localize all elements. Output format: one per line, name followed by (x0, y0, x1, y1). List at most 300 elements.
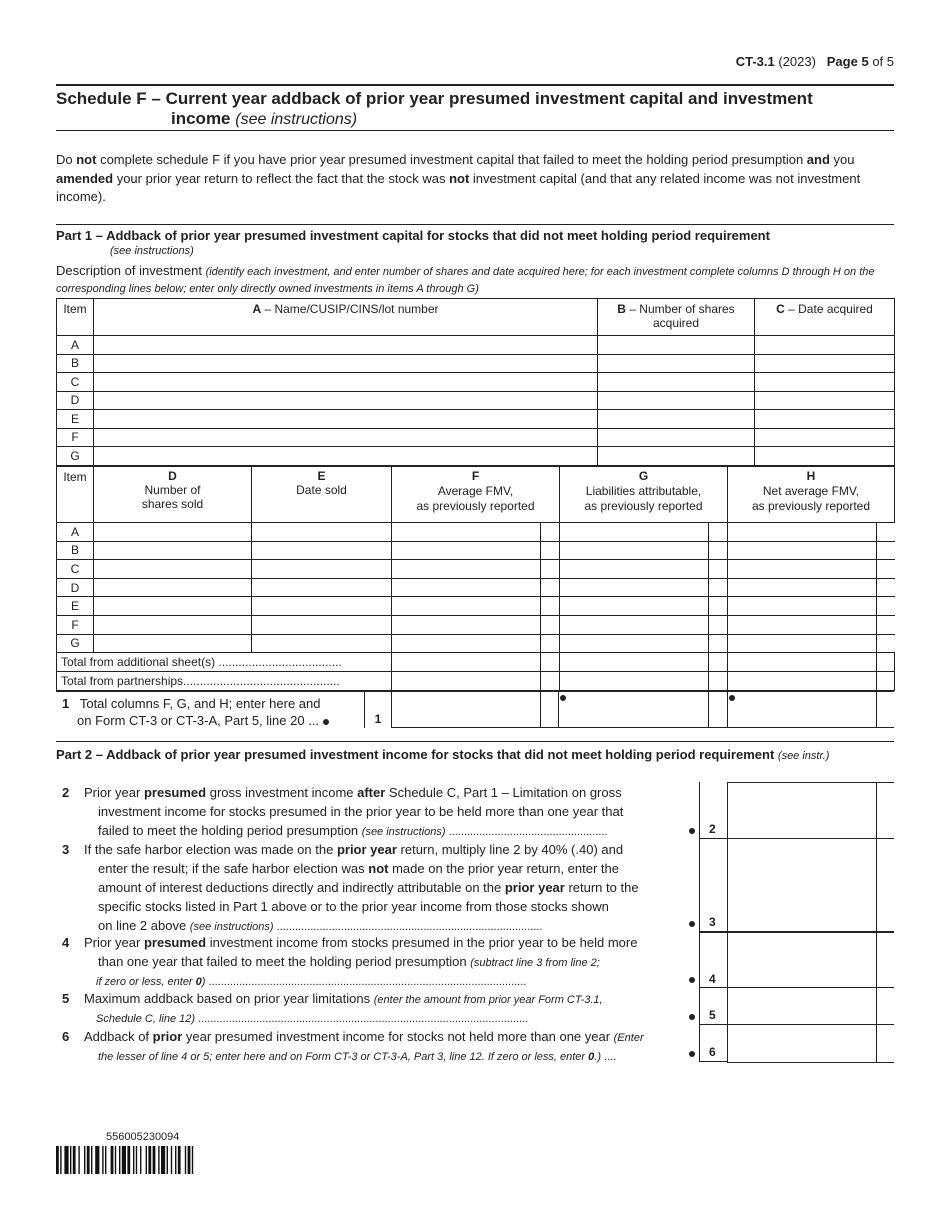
line6-text-part: Addback of (84, 1029, 153, 1044)
date-sold-input[interactable] (252, 560, 392, 579)
leader-dots: ........................................................................................................ (205, 976, 527, 988)
f-total-additional-input[interactable] (392, 653, 541, 672)
part1-note: (see instructions) (110, 245, 194, 257)
date-acquired-input[interactable] (755, 336, 895, 355)
line6-note: the lesser of line 4 or 5; enter here and on Form CT-3 or CT-3-A, Part 3, line 12. If zero or less, enter (98, 1051, 589, 1063)
cents-cell (709, 615, 728, 634)
shares-acquired-input[interactable] (598, 410, 755, 429)
shares-acquired-input[interactable] (598, 447, 755, 466)
line6-note: (Enter (613, 1032, 644, 1044)
line3-bold: not (368, 861, 389, 876)
line1-number: 1 (62, 696, 70, 711)
cents-cell (709, 653, 728, 672)
net-average-fmv-input[interactable] (728, 597, 877, 616)
col-c-header-text: C – Date acquired (776, 302, 873, 316)
col-d-header (94, 467, 252, 523)
holding-period-row (57, 541, 895, 560)
line5-text (56, 989, 696, 1029)
barcode-bar (111, 1146, 114, 1174)
barcode-bar (185, 1146, 186, 1174)
intro-bold: amended (56, 170, 114, 186)
date-sold-input[interactable] (252, 523, 392, 542)
line4-note: (subtract line 3 from line 2; (470, 957, 600, 969)
col-b-header (598, 299, 755, 336)
item-label: B (57, 541, 94, 560)
line3-text-line5: on line 2 above (98, 918, 190, 933)
line4-bold: presumed (143, 935, 207, 950)
line3-text-part: return, multiply line 2 by 40% (.40) and (396, 842, 624, 857)
cents-cell (709, 541, 728, 560)
line5-box-label: 5 (709, 1008, 716, 1022)
item-label: C (57, 373, 94, 392)
part2-title-text: Part 2 – Addback of prior year presumed investment income for stocks that did not meet holding period requirement (56, 747, 775, 762)
bullet-icon (689, 977, 695, 983)
line1-box-label: 1 (364, 692, 391, 728)
form-id: CT-3.1 (735, 54, 775, 69)
line4-note: if zero or less, enter (96, 976, 196, 988)
g-total-additional-input[interactable] (560, 653, 709, 672)
col-g-letter: G (638, 469, 649, 483)
barcode-bar (73, 1146, 76, 1174)
leader-dots: ....................................................................................... (273, 921, 543, 933)
col-d-letter: D (168, 469, 177, 483)
line1-text (62, 695, 372, 729)
col-b-header-line2: acquired (652, 316, 700, 330)
item-label: G (57, 447, 94, 466)
net-average-fmv-input[interactable] (728, 578, 877, 597)
liabilities-input[interactable] (560, 523, 709, 542)
barcode-bar (102, 1146, 103, 1174)
barcode-bar (60, 1146, 61, 1174)
cents-cell (877, 672, 895, 691)
barcode-bar (133, 1146, 134, 1174)
total-partnerships-label: Total from partnerships............................................... (57, 672, 392, 691)
line3-text (56, 840, 696, 937)
shares-acquired-input[interactable] (598, 354, 755, 373)
barcode-bar (153, 1146, 156, 1174)
line2-text-line2: investment income for stocks presumed in the prior year to be held more than one year that (98, 804, 624, 819)
date-acquired-input[interactable] (755, 391, 895, 410)
cents-cell (709, 634, 728, 653)
name-cusip-input[interactable] (94, 447, 598, 466)
cents-cell (877, 578, 895, 597)
total-additional-label: Total from additional sheet(s) ..................................... (57, 653, 392, 672)
line3-text-part: enter the result; if the safe harbor election was (98, 861, 369, 876)
line5-text-part: Maximum addback based on prior year limitations (84, 991, 374, 1006)
liabilities-input[interactable] (560, 578, 709, 597)
barcode-bar (148, 1146, 151, 1174)
bullet-icon (689, 1014, 695, 1020)
barcode-bar (140, 1146, 141, 1174)
line2-note: (see instructions) (361, 826, 446, 838)
barcode-bar (119, 1146, 120, 1174)
date-sold-input[interactable] (252, 597, 392, 616)
name-cusip-input[interactable] (94, 410, 598, 429)
holding-period-row (57, 597, 895, 616)
line6-amount-input[interactable] (728, 1025, 875, 1061)
schedule-title-line2: income (171, 109, 231, 128)
line6-text-part: year presumed investment income for stocks not held more than one year (182, 1029, 614, 1044)
barcode-bar (84, 1146, 85, 1174)
cents-cell (709, 578, 728, 597)
shares-acquired-input[interactable] (598, 428, 755, 447)
line5-amount-input[interactable] (728, 988, 875, 1024)
intro-bold: not (449, 170, 470, 186)
barcode-bar (87, 1146, 90, 1174)
date-sold-input[interactable] (252, 541, 392, 560)
g-total-partnerships-input[interactable] (560, 672, 709, 691)
schedule-title-line1: Schedule F – Current year addback of prior year presumed investment capital and investment (56, 89, 813, 108)
barcode-bar (91, 1146, 92, 1174)
cents-cell (877, 597, 895, 616)
cents-cell (709, 523, 728, 542)
title-bottom-rule (56, 130, 894, 131)
item-label: A (57, 523, 94, 542)
shares-sold-input[interactable] (94, 541, 252, 560)
col-h-line1: Net average FMV, (762, 484, 860, 498)
line2-text-part: gross investment income (206, 785, 358, 800)
line4-number: 4 (62, 935, 70, 950)
col-g-line1: Liabilities attributable, (585, 484, 702, 498)
holding-period-row (57, 523, 895, 542)
title-rule (56, 84, 894, 86)
line3-text-line4: specific stocks listed in Part 1 above or to the prior year income from those stocks shown (98, 899, 609, 914)
item-label: G (57, 634, 94, 653)
net-average-fmv-input[interactable] (728, 615, 877, 634)
date-acquired-input[interactable] (755, 410, 895, 429)
line2-text-part: Prior year (84, 785, 144, 800)
item-label: A (57, 336, 94, 355)
date-acquired-input[interactable] (755, 373, 895, 392)
h-total-partnerships-input[interactable] (728, 672, 877, 691)
schedule-title (56, 89, 894, 130)
line1-text2: on Form CT-3 or CT-3-A, Part 5, line 20 ... (77, 713, 320, 728)
barcode-bar (171, 1146, 172, 1174)
barcode-bar (188, 1146, 191, 1174)
line3-text-part: amount of interest deductions directly and indirectly attributable on the (98, 880, 505, 895)
col-h-line2: as previously reported (751, 499, 871, 513)
line6-note-bold: 0 (588, 1051, 595, 1063)
line3-text-part: return to the (564, 880, 639, 895)
col-g-line2: as previously reported (584, 499, 703, 513)
cents-cell (709, 672, 728, 691)
item-label: E (57, 597, 94, 616)
line3-bold: prior year (336, 842, 397, 857)
page-of: of 5 (872, 54, 894, 69)
cents-cell (541, 523, 560, 542)
bullet-icon (689, 828, 695, 834)
line5-note: Schedule C, line 12) (96, 1013, 196, 1025)
shares-sold-input[interactable] (94, 597, 252, 616)
item-label: D (57, 391, 94, 410)
schedule-title-note: (see instructions) (235, 111, 358, 128)
investment-row (57, 428, 895, 447)
bullet-icon (689, 1051, 695, 1057)
line4-text-part: investment income from stocks presumed in the prior year to be held more (206, 935, 638, 950)
barcode-bar (56, 1146, 59, 1174)
cents-cell (541, 541, 560, 560)
item-label: B (57, 354, 94, 373)
date-acquired-input[interactable] (755, 428, 895, 447)
line3-number: 3 (62, 842, 70, 857)
line1-text1: Total columns F, G, and H; enter here and (79, 696, 321, 711)
barcode-bar (70, 1146, 71, 1174)
col-f-line2: as previously reported (416, 499, 535, 513)
cents-cell (541, 672, 560, 691)
line4-box-label: 4 (709, 972, 716, 986)
bullet-icon (323, 719, 329, 725)
line3-box-label: 3 (709, 915, 716, 929)
item-label: F (57, 615, 94, 634)
part2-rule (56, 741, 894, 742)
intro-text: you (829, 152, 855, 167)
description-note: (identify each investment, and enter number of shares and date acquired here; for each investment complete columns D through H on the corresponding lines below; enter only directly owned investments in items A through G) (56, 266, 875, 295)
cents-cell (541, 634, 560, 653)
col-g-header (560, 467, 728, 523)
barcode-bar (178, 1146, 181, 1174)
col-h-letter: H (806, 469, 816, 483)
line4-text-part: Prior year (84, 935, 144, 950)
net-average-fmv-input[interactable] (728, 541, 877, 560)
shares-sold-input[interactable] (94, 634, 252, 653)
cents-cell (709, 597, 728, 616)
line4-note: ) (201, 976, 206, 988)
name-cusip-input[interactable] (94, 428, 598, 447)
holding-period-row (57, 615, 895, 634)
barcode-bar (136, 1146, 137, 1174)
investment-row (57, 391, 895, 410)
col-c-header (755, 299, 895, 336)
investment-row (57, 336, 895, 355)
name-cusip-input[interactable] (94, 391, 598, 410)
h-total-additional-input[interactable] (728, 653, 877, 672)
line6-text (56, 1027, 696, 1067)
shares-acquired-input[interactable] (598, 373, 755, 392)
line6-bold: prior (152, 1029, 183, 1044)
holding-period-table (56, 466, 895, 691)
col-a-header: A – Name/CUSIP/CINS/lot number (94, 299, 598, 336)
barcode-bar (64, 1146, 68, 1174)
line3-text-part: If the safe harbor election was made on the (84, 842, 337, 857)
intro-bold: and (806, 152, 830, 167)
cents-cell (541, 560, 560, 579)
barcode-bar (161, 1146, 165, 1174)
description-instructions (56, 263, 894, 297)
line2-text-line3: failed to meet the holding period presumption (98, 823, 362, 838)
line1-h-input[interactable] (727, 692, 877, 728)
shares-sold-input[interactable] (94, 615, 252, 634)
liabilities-input[interactable] (560, 615, 709, 634)
part1-rule (56, 224, 894, 225)
item-label: F (57, 428, 94, 447)
holding-period-row (57, 578, 895, 597)
cents-cell (877, 523, 895, 542)
intro-paragraph (56, 151, 886, 207)
line6-number: 6 (62, 1029, 70, 1044)
col-e-letter: E (317, 469, 326, 483)
intro-bold: not (76, 152, 97, 167)
barcode-bar (146, 1146, 147, 1174)
col-e-header (252, 467, 392, 523)
name-cusip-input[interactable] (94, 373, 598, 392)
line3-amount-input[interactable] (728, 839, 875, 931)
bullet-icon (729, 695, 735, 701)
line3-text-part: made on the prior year return, enter the (388, 861, 619, 876)
date-sold-input[interactable] (252, 634, 392, 653)
shares-sold-input[interactable] (94, 560, 252, 579)
average-fmv-input[interactable] (392, 634, 541, 653)
line4-amount-input[interactable] (728, 933, 875, 987)
col-e-line1: Date sold (296, 483, 347, 497)
col-item-header: Item (57, 467, 94, 523)
page-label: Page 5 (826, 54, 869, 69)
line6-box-label: 6 (709, 1045, 716, 1059)
line1-row (56, 690, 894, 728)
liabilities-input[interactable] (560, 560, 709, 579)
line1-f-input[interactable] (391, 692, 541, 728)
line5-number: 5 (62, 991, 70, 1006)
shares-acquired-input[interactable] (598, 336, 755, 355)
investment-row (57, 447, 895, 466)
cents-cell (877, 653, 895, 672)
average-fmv-input[interactable] (392, 615, 541, 634)
total-additional-row (57, 653, 895, 672)
cents-column (876, 782, 894, 1063)
part1-title (56, 228, 894, 243)
leader-dots: .... (601, 1051, 617, 1063)
cents-cell (877, 560, 895, 579)
line2-bold: presumed (143, 785, 207, 800)
average-fmv-input[interactable] (392, 597, 541, 616)
barcode-bar (158, 1146, 159, 1174)
cents-cell (709, 692, 728, 728)
average-fmv-input[interactable] (392, 541, 541, 560)
average-fmv-input[interactable] (392, 523, 541, 542)
cents-cell (876, 692, 894, 728)
net-average-fmv-input[interactable] (728, 634, 877, 653)
leader-dots: ............................................................................................................ (195, 1013, 529, 1025)
investment-row (57, 354, 895, 373)
line6-note: .) (594, 1051, 601, 1063)
part2-amount-column (699, 782, 894, 1062)
investment-row (57, 373, 895, 392)
cents-cell (541, 653, 560, 672)
name-cusip-input[interactable] (94, 354, 598, 373)
cents-cell (541, 578, 560, 597)
bullet-icon (560, 695, 566, 701)
cents-cell (709, 560, 728, 579)
cents-cell (877, 634, 895, 653)
net-average-fmv-input[interactable] (728, 560, 877, 579)
holding-period-row (57, 634, 895, 653)
col-d-line1: Number of (144, 483, 201, 497)
date-sold-input[interactable] (252, 615, 392, 634)
net-average-fmv-input[interactable] (728, 523, 877, 542)
line2-box-label: 2 (709, 822, 716, 836)
col-d-line2: shares sold (141, 497, 204, 511)
cents-cell (540, 692, 559, 728)
f-total-partnerships-input[interactable] (392, 672, 541, 691)
name-cusip-input[interactable] (94, 336, 598, 355)
intro-text: investment capital (and that any related income was not investment income). (56, 170, 861, 204)
intro-text: Do (56, 152, 77, 167)
intro-text: your prior year return to reflect the fact that the stock was (113, 170, 450, 186)
form-header (736, 54, 894, 69)
cents-cell (877, 541, 895, 560)
total-partnerships-row (57, 672, 895, 691)
investment-description-table (56, 298, 895, 466)
intro-text: complete schedule F if you have prior year presumed investment capital that failed to meet the holding period presumption (96, 152, 807, 167)
col-item-header: Item (57, 299, 94, 336)
shares-sold-input[interactable] (94, 578, 252, 597)
col-f-letter: F (471, 469, 480, 483)
cents-cell (877, 615, 895, 634)
line3-bold: prior year (504, 880, 565, 895)
col-b-header-text: B – Number of shares (617, 302, 735, 316)
line5-note: (enter the amount from prior year Form CT-3.1, (373, 994, 603, 1006)
leader-dots: .................................................... (445, 826, 608, 838)
date-sold-input[interactable] (252, 578, 392, 597)
line4-note-bold: 0 (195, 976, 202, 988)
item-label: D (57, 578, 94, 597)
line4-text (56, 933, 696, 992)
liabilities-input[interactable] (560, 597, 709, 616)
barcode-bar (78, 1146, 79, 1174)
bullet-icon (689, 921, 695, 927)
barcode-bar (105, 1146, 106, 1174)
barcode-number: 556005230094 (106, 1131, 180, 1143)
line4-text-line2: than one year that failed to meet the holding period presumption (98, 954, 471, 969)
line3-note: (see instructions) (189, 921, 274, 933)
liabilities-input[interactable] (560, 634, 709, 653)
part2-title (56, 747, 916, 762)
barcode-icon (56, 1146, 238, 1174)
col-a-header-text: – Name/CUSIP/CINS/lot number (261, 302, 439, 316)
part2-note: (see instr.) (777, 750, 830, 762)
item-label: C (57, 560, 94, 579)
liabilities-input[interactable] (560, 541, 709, 560)
holding-period-row (57, 560, 895, 579)
cents-cell (541, 615, 560, 634)
line2-bold: after (357, 785, 386, 800)
average-fmv-input[interactable] (392, 560, 541, 579)
barcode-bar (115, 1146, 116, 1174)
item-label: E (57, 410, 94, 429)
description-label: Description of investment (56, 263, 202, 278)
shares-sold-input[interactable] (94, 523, 252, 542)
date-acquired-input[interactable] (755, 447, 895, 466)
line2-amount-input[interactable] (728, 783, 875, 838)
investment-row (57, 410, 895, 429)
barcode-bar (122, 1146, 126, 1174)
col-f-line1: Average FMV, (437, 484, 514, 498)
part1-title-text: Part 1 – Addback of prior year presumed investment capital for stocks that did not meet holding period requirement (56, 228, 770, 243)
barcode-bar (175, 1146, 176, 1174)
average-fmv-input[interactable] (392, 578, 541, 597)
shares-acquired-input[interactable] (598, 391, 755, 410)
barcode-bar (127, 1146, 130, 1174)
barcode-bar (192, 1146, 193, 1174)
barcode-bar (167, 1146, 168, 1174)
form-year: (2023) (778, 54, 816, 69)
line2-text (56, 783, 696, 842)
cents-cell (541, 597, 560, 616)
col-h-header (728, 467, 895, 523)
line1-g-input[interactable] (559, 692, 709, 728)
date-acquired-input[interactable] (755, 354, 895, 373)
line2-text-part: Schedule C, Part 1 – Limitation on gross (385, 785, 622, 800)
col-f-header (392, 467, 560, 523)
